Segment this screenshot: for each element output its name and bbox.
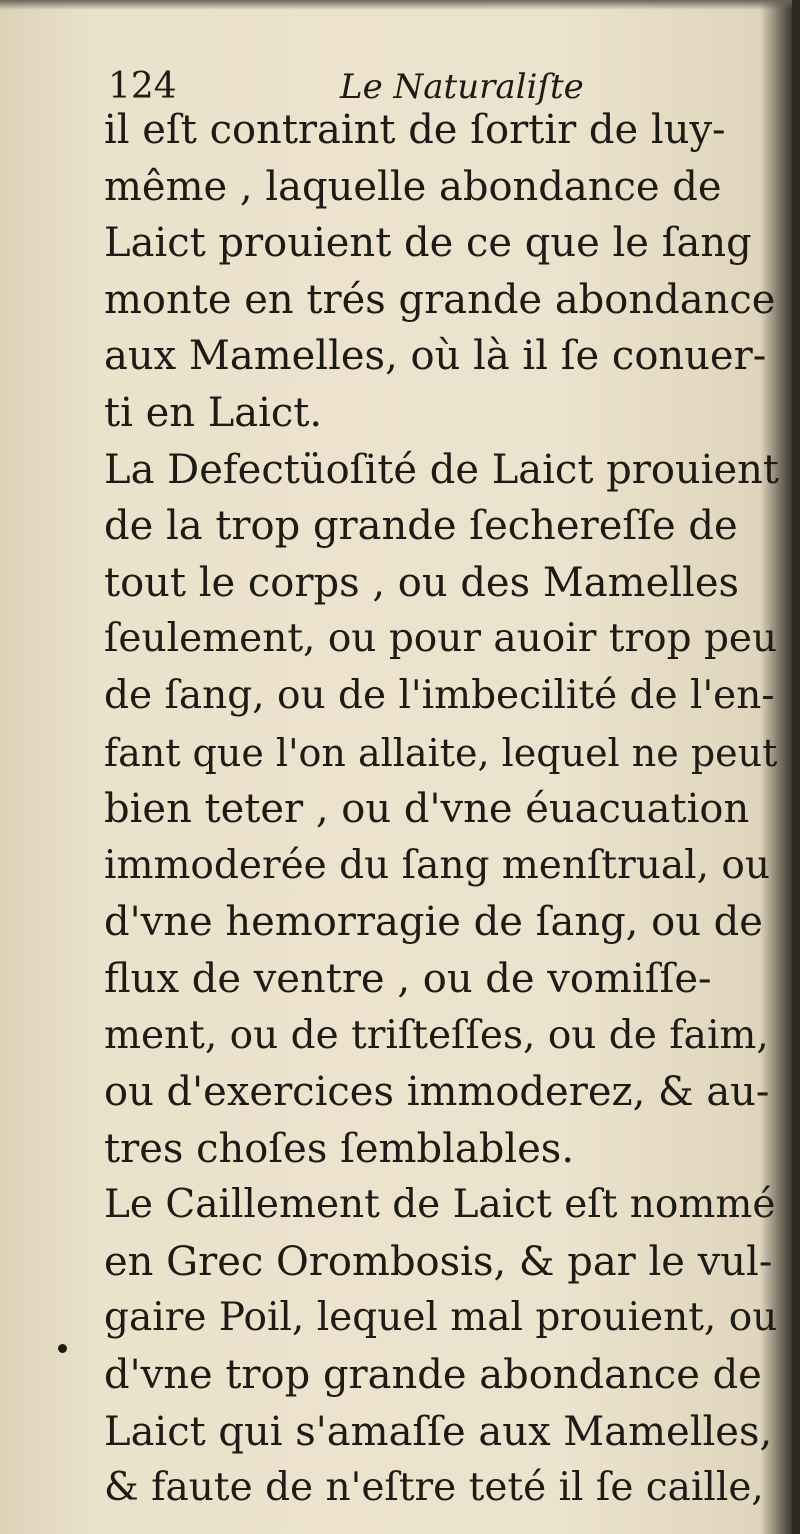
text-line-15: d'vne hemorragie de ſang, ou de [104, 899, 763, 946]
text-line-5: aux Mamelles, où là il ſe conuer- [104, 333, 767, 380]
text-line-16: flux de ventre , ou de vomiſſe- [104, 955, 712, 1002]
body-text [104, 102, 780, 1517]
text-line-20: Le Caillement de Laict eſt nommé [104, 1182, 776, 1228]
text-line-11: de ſang, ou de l'imbecilité de l'en- [104, 672, 775, 718]
text-line-14: immoderée du ſang menſtrual, ou [104, 842, 770, 888]
text-line-23: d'vne trop grande abondance de [104, 1352, 762, 1399]
text-line-1: il eſt contraint de ſortir de luy- [104, 107, 726, 153]
text-line-24: Laict qui s'amaſſe aux Mamelles, [104, 1408, 773, 1455]
page-number: 124 [108, 66, 177, 107]
text-line-8: de la trop grande ſechereſſe de [104, 503, 738, 550]
text-line-22: gaire Poil, lequel mal prouient, ou [104, 1295, 778, 1341]
text-line-2: même , laquelle abondance de [104, 163, 722, 210]
text-line-9: tout le corps , ou des Mamelles [104, 559, 740, 606]
text-line-17: ment, ou de triſteſſes, ou de faim, [104, 1012, 769, 1058]
text-line-7: La Defectüoſité de Laict prouient [104, 446, 779, 493]
text-line-3: Laict prouient de ce que le ſang [104, 220, 752, 267]
running-title: Le Naturaliſte [340, 67, 584, 107]
margin-ink-dot [58, 1344, 67, 1353]
text-line-21: en Grec Orombosis, & par le vul- [104, 1238, 773, 1285]
text-line-13: bien teter , ou d'vne éuacuation [104, 786, 750, 833]
text-line-18: ou d'exercices immoderez, & au- [104, 1069, 770, 1116]
text-line-12: fant que l'on allaite, lequel ne peut [104, 730, 778, 775]
text-line-4: monte en trés grande abondance [104, 276, 776, 323]
text-line-10: ſeulement, ou pour auoir trop peu [104, 616, 778, 662]
page-top-shadow [0, 0, 800, 10]
text-line-6: ti en Laict. [104, 389, 323, 436]
text-line-25: & faute de n'eſtre teté il ſe caille, [104, 1465, 764, 1511]
text-line-19: tres choſes ſemblables. [104, 1125, 575, 1172]
page-binding-edge [792, 0, 800, 1534]
